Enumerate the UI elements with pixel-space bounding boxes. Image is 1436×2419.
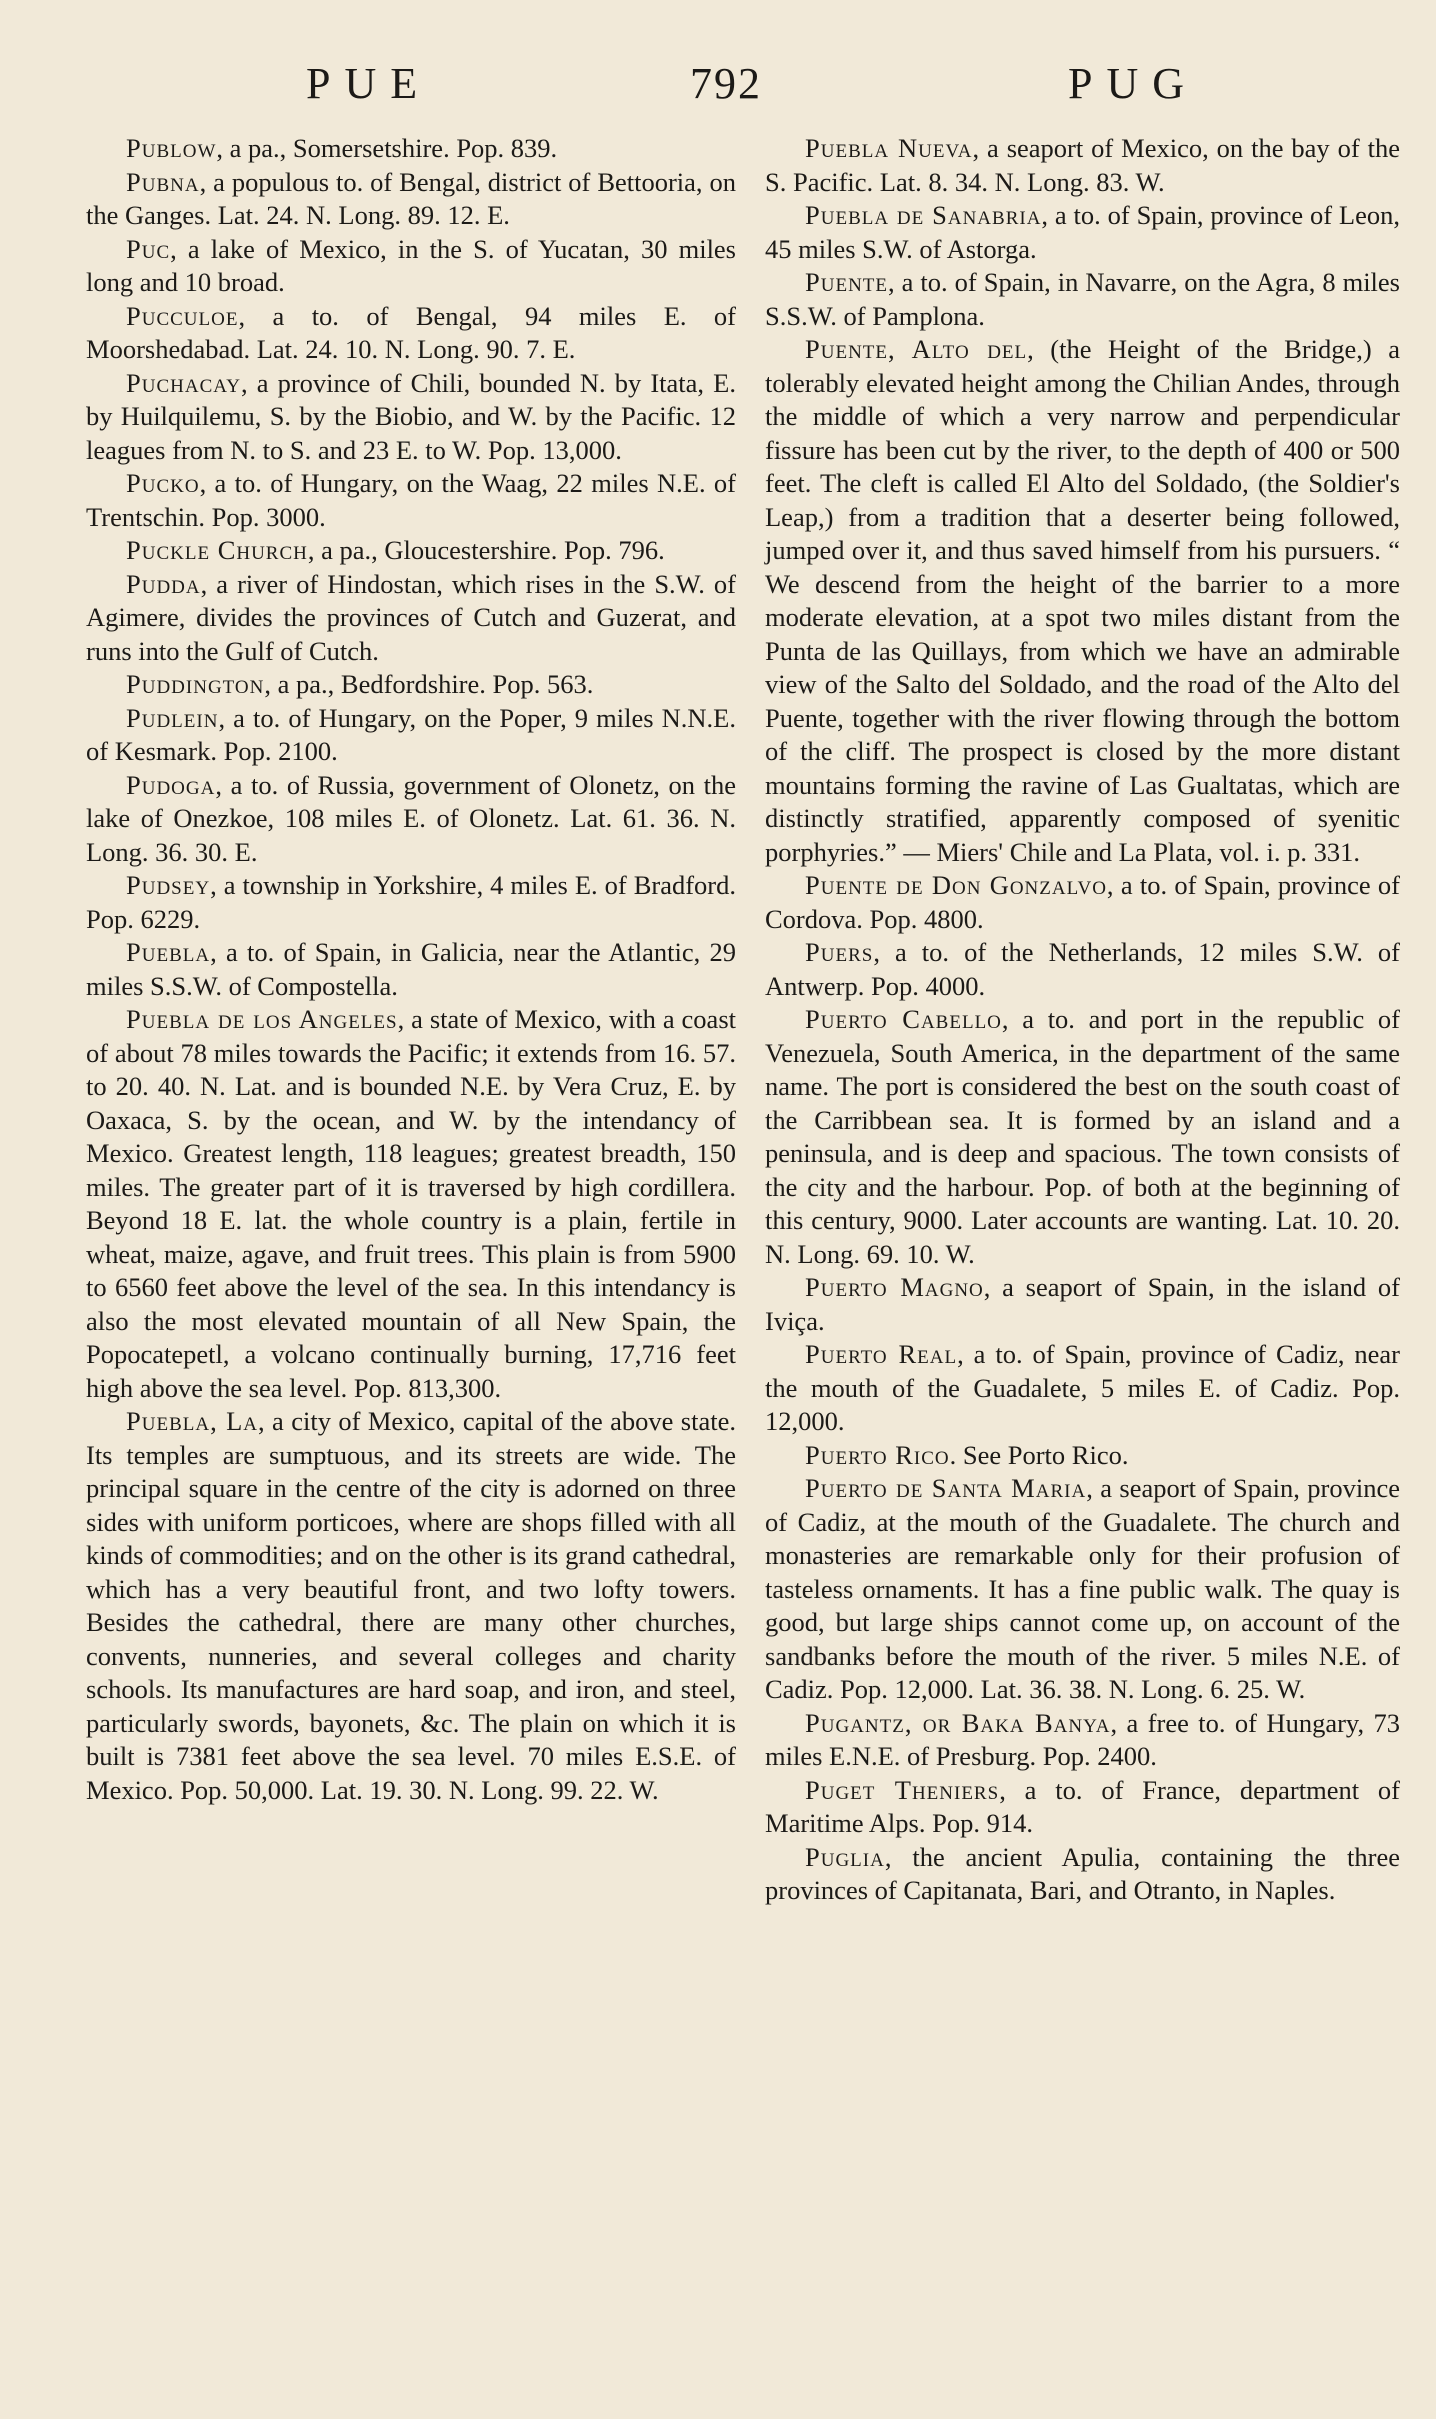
entry-text: , a pa., Somersetshire. Pop. 839. [216,133,558,163]
gazetteer-entry [765,199,1400,266]
entry-headword: Pudlein [126,702,219,733]
entry-headword: Puerto de Santa Maria [805,1473,1087,1503]
entry-headword: Puget Theniers [805,1774,1000,1805]
gazetteer-entry [765,266,1400,333]
entry-text: , a to. of Spain, in Galicia, near the Atlantic, 29 miles S.S.W. of Compostella. [86,937,736,1001]
gazetteer-entry [86,702,736,769]
gazetteer-entry [765,1338,1400,1439]
entry-headword: Puchacay [126,367,241,398]
page-number: 792 [690,59,762,108]
entry-text: , a to. of France, department of Maritime Alps. Pop. 914. [765,1774,1400,1838]
entry-headword: Pudsey [126,870,211,900]
gazetteer-entry [86,936,736,1003]
entry-text: , (the Height of the Bridge,) a tolerably elevated height among the Chilian Andes, through the middle of which a very narrow and perpendicular fissure has been cut by the river, to the depth of 400 or 500 feet. The cleft is called El Alto del Soldado, (the Soldier's Leap,) from a tradition that a deserter being followed, jumped over it, and thus saved himself from his pursuers. “ We descend from the height of the barrier to a more moderate elevation, at a spot two miles distant from the Punta de las Quillays, from which we have an admirable view of the Salto del Soldado, and the road of the Alto del Puente, together with the river flowing through the bottom of the cliff. The prospect is closed by the more distant mountains forming the ravine of Las Gualtatas, which are distinctly stratified, apparently composed of syenitic porphyries.” — Miers' Chile and La Plata, vol. i. p. 331. [765,334,1400,867]
entry-text: , a seaport of Spain, in the island of Iviça. [765,1272,1400,1336]
gazetteer-entry [765,1439,1400,1473]
entry-text: , a free to. of Hungary, 73 miles E.N.E. of Presburg. Pop. 2400. [765,1707,1400,1771]
gazetteer-entry [86,467,736,534]
gazetteer-entry [765,869,1400,936]
entry-headword: Puente, Alto del [805,334,1028,364]
entry-text: , a to. of Hungary, on the Waag, 22 miles N.E. of Trentschin. Pop. 3000. [86,468,736,532]
entry-text: , a river of Hindostan, which rises in the S.W. of Agimere, divides the provinces of Cutch and Guzerat, and runs into the Gulf of Cutch. [86,568,736,666]
entry-headword: Pudoga [126,769,216,800]
gazetteer-entry [86,869,736,936]
gazetteer-entry [86,1003,736,1405]
entry-headword: Puebla de los Angeles [126,1004,398,1034]
entry-text: , a pa., Gloucestershire. Pop. 796. [307,535,665,565]
entry-headword: Puebla, La [126,1406,259,1436]
entry-headword: Puglia [805,1841,885,1872]
entry-headword: Puebla de Sanabria [805,200,1042,230]
gazetteer-entry [86,233,736,300]
entry-text: , the ancient Apulia, containing the three provinces of Capitanata, Bari, and Otranto, in Naples. [765,1841,1400,1905]
gazetteer-entry [765,333,1400,869]
entry-headword: Puente [805,267,888,297]
entry-headword: Pubna [126,166,200,197]
entry-text: . See Porto Rico. [949,1439,1129,1470]
entry-headword: Puebla [126,937,211,967]
entry-headword: Puerto Magno [805,1272,984,1302]
entry-headword: Puebla Nueva [805,133,973,163]
gazetteer-entry [765,1707,1400,1774]
gazetteer-entry [86,367,736,468]
entry-text: , a to. of Russia, government of Olonetz, on the lake of Onezkoe, 108 miles E. of Olonetz. Lat. 61. 36. N. Long. 36. 30. E. [86,769,736,867]
gazetteer-entry [765,1841,1400,1908]
gazetteer-entry [765,936,1400,1003]
entry-text: , a township in Yorkshire, 4 miles E. of Bradford. Pop. 6229. [86,870,736,934]
entry-headword: Puerto Rico [805,1439,950,1470]
entry-text: , a to. of Spain, province of Leon, 45 miles S.W. of Astorga. [765,200,1400,264]
entry-text: , a province of Chili, bounded N. by Itata, E. by Huilquilemu, S. by the Biobio, and W. by the Pacific. 12 leagues from N. to S. and 23 E. to W. Pop. 13,000. [86,367,736,465]
entry-text: , a to. of the Netherlands, 12 miles S.W. of Antwerp. Pop. 4000. [765,937,1400,1001]
entry-headword: Pudda [126,568,201,599]
entry-headword: Puddington [126,669,265,699]
gazetteer-entry [765,132,1400,199]
entry-text: , a lake of Mexico, in the S. of Yucatan, 30 miles long and 10 broad. [86,233,736,297]
entry-headword: Puente de Don Gonzalvo [805,870,1107,900]
left-column [86,132,736,1807]
gazetteer-entry [86,166,736,233]
entry-headword: Pucko [126,468,200,498]
gazetteer-entry [765,1774,1400,1841]
entry-text: , a to. of Hungary, on the Poper, 9 miles N.N.E. of Kesmark. Pop. 2100. [86,702,736,766]
entry-text: , a state of Mexico, with a coast of about 78 miles towards the Pacific; it extends from 16. 57. to 20. 40. N. Lat. and is bounded N.E. by Vera Cruz, E. by Oaxaca, S. by the ocean, and W. by the intendancy of Mexico. Greatest length, 118 leagues; greatest breadth, 150 miles. The greater part of it is traversed by high cordillera. Beyond 18 E. lat. the whole country is a plain, fertile in wheat, maize, agave, and fruit trees. This plain is from 5900 to 6560 feet above the level of the sea. In this intendancy is also the most elevated mountain of all New Spain, the Popocatepetl, a volcano continually burning, 17,716 feet high above the sea level. Pop. 813,300. [86,1004,736,1403]
entry-headword: Pucculoe [126,300,239,331]
gazetteer-entry [86,568,736,669]
entry-text: , a city of Mexico, capital of the above state. Its temples are sumptuous, and its streets are wide. The principal square in the centre of the city is adorned on three sides with uniform porticoes, where are shops filled with all kinds of commodities; and on the other is its grand cathedral, which has a very beautiful front, and two lofty towers. Besides the cathedral, there are many other churches, convents, nunneries, and several colleges and charity schools. Its manufactures are hard soap, and iron, and steel, particularly swords, bayonets, &c. The plain on which it is built is 7381 feet above the sea level. 70 miles E.S.E. of Mexico. Pop. 50,000. Lat. 19. 30. N. Long. 99. 22. W. [86,1406,736,1805]
entry-headword: Puckle Church [126,535,308,565]
entry-headword: Puc [126,233,171,264]
running-header [128,58,1318,128]
entry-text: , a to. of Bengal, 94 miles E. of Moorshedabad. Lat. 24. 10. N. Long. 90. 7. E. [86,300,736,364]
entry-headword: Puerto Real [805,1339,958,1369]
right-column [765,132,1400,1908]
gazetteer-entry [86,132,736,166]
entry-headword: Pugantz, or Baka Banya [805,1707,1111,1738]
entry-text: , a to. of Spain, province of Cadiz, near the mouth of the Guadalete, 5 miles E. of Cadiz. Pop. 12,000. [765,1339,1400,1436]
entry-text: , a populous to. of Bengal, district of Bettooria, on the Ganges. Lat. 24. N. Long. 89. 12. E. [86,166,736,230]
gazetteer-entry [765,1003,1400,1271]
gazetteer-entry [86,668,736,702]
header-left: PUE [306,59,432,108]
entry-text: , a to. of Spain, province of Cordova. Pop. 4800. [765,870,1400,934]
gazetteer-entry [765,1472,1400,1707]
gazetteer-entry [86,769,736,870]
entry-headword: Puers [805,937,874,967]
entry-text: , a seaport of Mexico, on the bay of the S. Pacific. Lat. 8. 34. N. Long. 83. W. [765,133,1400,197]
gazetteer-entry [765,1271,1400,1338]
entry-text: , a seaport of Spain, province of Cadiz, at the mouth of the Guadalete. The church and monasteries are remarkable only for their profusion of tasteless ornaments. It has a fine public walk. The quay is good, but large ships cannot come up, on account of the sandbanks before the mouth of the river. 5 miles N.E. of Cadiz. Pop. 12,000. Lat. 36. 38. N. Long. 6. 25. W. [765,1473,1401,1704]
entry-headword: Publow [126,133,217,163]
gazetteer-entry [86,300,736,367]
entry-text: , a to. of Spain, in Navarre, on the Agra, 8 miles S.S.W. of Pamplona. [765,267,1400,331]
gazetteer-entry [86,534,736,568]
entry-text: , a pa., Bedfordshire. Pop. 563. [264,669,594,699]
entry-headword: Puerto Cabello [805,1004,1002,1034]
header-right: PUG [1067,59,1198,108]
gazetteer-entry [86,1405,736,1807]
entry-text: , a to. and port in the republic of Venezuela, South America, in the department of the same name. The port is considered the best on the south coast of the Carribbean sea. It is formed by an island and a peninsula, and is deep and spacious. The town consists of the city and the harbour. Pop. of both at the beginning of this century, 9000. Later accounts are wanting. Lat. 10. 20. N. Long. 69. 10. W. [765,1004,1400,1269]
